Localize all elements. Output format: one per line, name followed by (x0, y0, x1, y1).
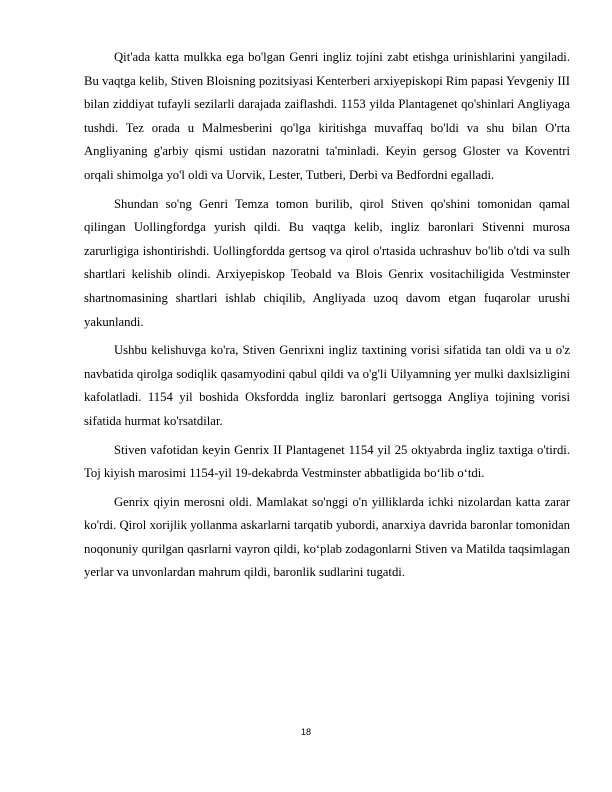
paragraph-1: Qit'ada katta mulkka ega bo'lgan Genri ingliz tojini zabt etishga urinishlarini yangiladi. Bu vaqtga kelib, Stiven Bloisning pozitsiyasi Kenterberi arxiyepiskopi Rim papasi Yevgeniy III bilan ziddiyat tufayli sezilarli darajada zaiflashdi. 1153 yilda Plantagenet qo'shinlari Angliyaga tushdi. Tez orada u Malmesberini qo'lga kiritishga muvaffaq bo'ldi va shu bilan O'rta Angliyaning g'arbiy qismi ustidan nazoratni ta'minladi. Keyin gersog Gloster va Koventri orqali shimolga yo'l oldi va Uorvik, Lester, Tutberi, Derbi va Bedfordni egalladi. (84, 50, 570, 182)
paragraph-4: Stiven vafotidan keyin Genrix II Plantagenet 1154 yil 25 oktyabrda ingliz taxtiga o'tirdi. Toj kiyish marosimi 1154-yil 19-dekabrda Vestminster abbatligida bo‘lib o‘tdi. (84, 442, 570, 481)
paragraph-3: Ushbu kelishuvga ko'ra, Stiven Genrixni ingliz taxtining vorisi sifatida tan oldi va u o'z navbatida qirolga sodiqlik qasamyodini qabul qildi va o'g'li Uilyamning yer mulki daxlsizligini kafolatladi. 1154 yil boshida Oksfordda ingliz baronlari gertsogga Angliya tojining vorisi sifatida hurmat ko'rsatdilar. (84, 343, 570, 428)
paragraph-5: Genrix qiyin merosni oldi. Mamlakat so'nggi o'n yilliklarda ichki nizolardan katta zarar ko'rdi. Qirol xorijlik yollanma askarlarni tarqatib yubordi, anarxiya davrida baronlar tomonidan noqonuniy qurilgan qasrlarni vayron qildi, ko‘plab zodagonlarni Stiven va Matilda taqsimlagan yerlar va unvonlardan mahrum qildi, baronlik sudlarini tugatdi. (84, 494, 570, 580)
page-number: 18 (300, 727, 311, 737)
document-body (84, 46, 570, 590)
paragraph-2: Shundan so'ng Genri Temza tomon burilib, qirol Stiven qo'shini tomonidan qamal qilingan Uollingfordga yurish qildi. Bu vaqtga kelib, ingliz baronlari Stivenni murosa zarurligiga ishontirishdi. Uollingfordda gertsog va qirol o'rtasida uchrashuv bo'lib o'tdi va sulh shartlari kelishib olindi. Arxiyepiskop Teobald va Blois Genrix vositachiligida Vestminster shartnomasining shartlari ishlab chiqilib, Angliyada uzoq davom etgan fuqarolar urushi yakunlandi. (84, 196, 570, 329)
